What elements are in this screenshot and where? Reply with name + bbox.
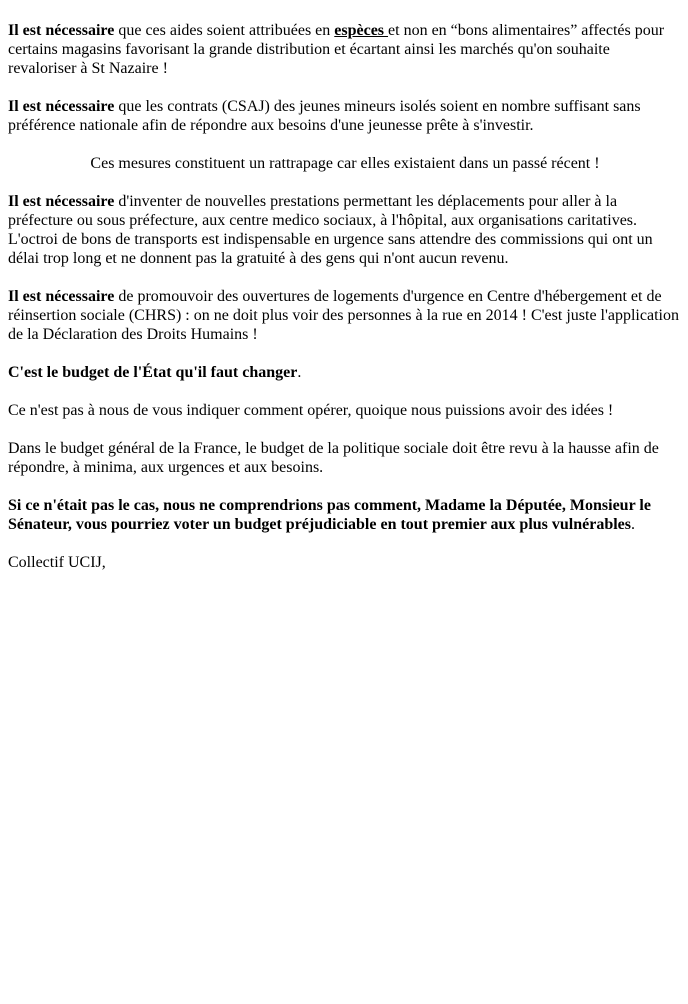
paragraph-budget-general: Dans le budget général de la France, le budget de la politique sociale doit être revu à la hausse afin de répondre, à minima, aux urgences et aux besoins. xyxy=(8,440,659,476)
paragraph-text: de promouvoir des ouvertures de logements d'urgence en Centre d'hébergement et de réinsertion sociale (CHRS) : on ne doit plus voir des personnes à la rue en 2014 ! C'est juste l'application de la Déclaration des Droits Humains ! xyxy=(8,288,679,343)
paragraph-budget-etat xyxy=(8,363,682,382)
emphasis-especes: espèces xyxy=(334,22,389,39)
paragraph-rattrapage: Ces mesures constituent un rattrapage car elles existaient dans un passé récent ! xyxy=(90,155,600,172)
paragraph-logements xyxy=(8,287,682,344)
paragraph-csaj xyxy=(8,97,682,135)
lead-phrase: Il est nécessaire xyxy=(8,288,115,305)
lead-phrase: Il est nécessaire xyxy=(8,193,115,210)
punctuation: . xyxy=(297,364,302,381)
lead-phrase: Il est nécessaire xyxy=(8,98,115,115)
paragraph-transports xyxy=(8,192,682,268)
paragraph-text: que les contrats (CSAJ) des jeunes mineurs isolés soient en nombre suffisant sans préférence nationale afin de répondre aux besoins d'une jeunesse prête à s'investir. xyxy=(8,98,641,134)
punctuation: . xyxy=(631,516,635,533)
paragraph-especes xyxy=(8,21,682,78)
signature: Collectif UCIJ, xyxy=(8,554,106,571)
bold-statement: Si ce n'était pas le cas, nous ne comprendrions pas comment, Madame la Députée, Monsieur le Sénateur, vous pourriez voter un budget préjudiciable en tout premier aux plus vulnérables xyxy=(8,497,651,533)
lead-phrase: Il est nécessaire xyxy=(8,22,115,39)
paragraph-text: d'inventer de nouvelles prestations permettant les déplacements pour aller à la préfecture ou sous préfecture, aux centre medico sociaux, à l'hôpital, aux organisations caritatives. L'octroi de bons de transports est indispensable en urgence sans attendre des commissions qui ont un délai trop long et ne donnent pas la gratuité à des gens qui n'ont aucun revenu. xyxy=(8,193,653,267)
bold-statement: C'est le budget de l'État qu'il faut changer xyxy=(8,364,298,381)
paragraph-text: que ces aides soient attribuées en xyxy=(114,22,335,39)
paragraph-idees: Ce n'est pas à nous de vous indiquer comment opérer, quoique nous puissions avoir des idées ! xyxy=(8,402,614,419)
paragraph-text: et non en “bons alimentaires” affectés pour certains magasins favorisant la grande distribution et écartant ainsi les marchés qu'on souhaite revaloriser à St Nazaire ! xyxy=(8,22,665,77)
paragraph-conclusion xyxy=(8,496,682,534)
